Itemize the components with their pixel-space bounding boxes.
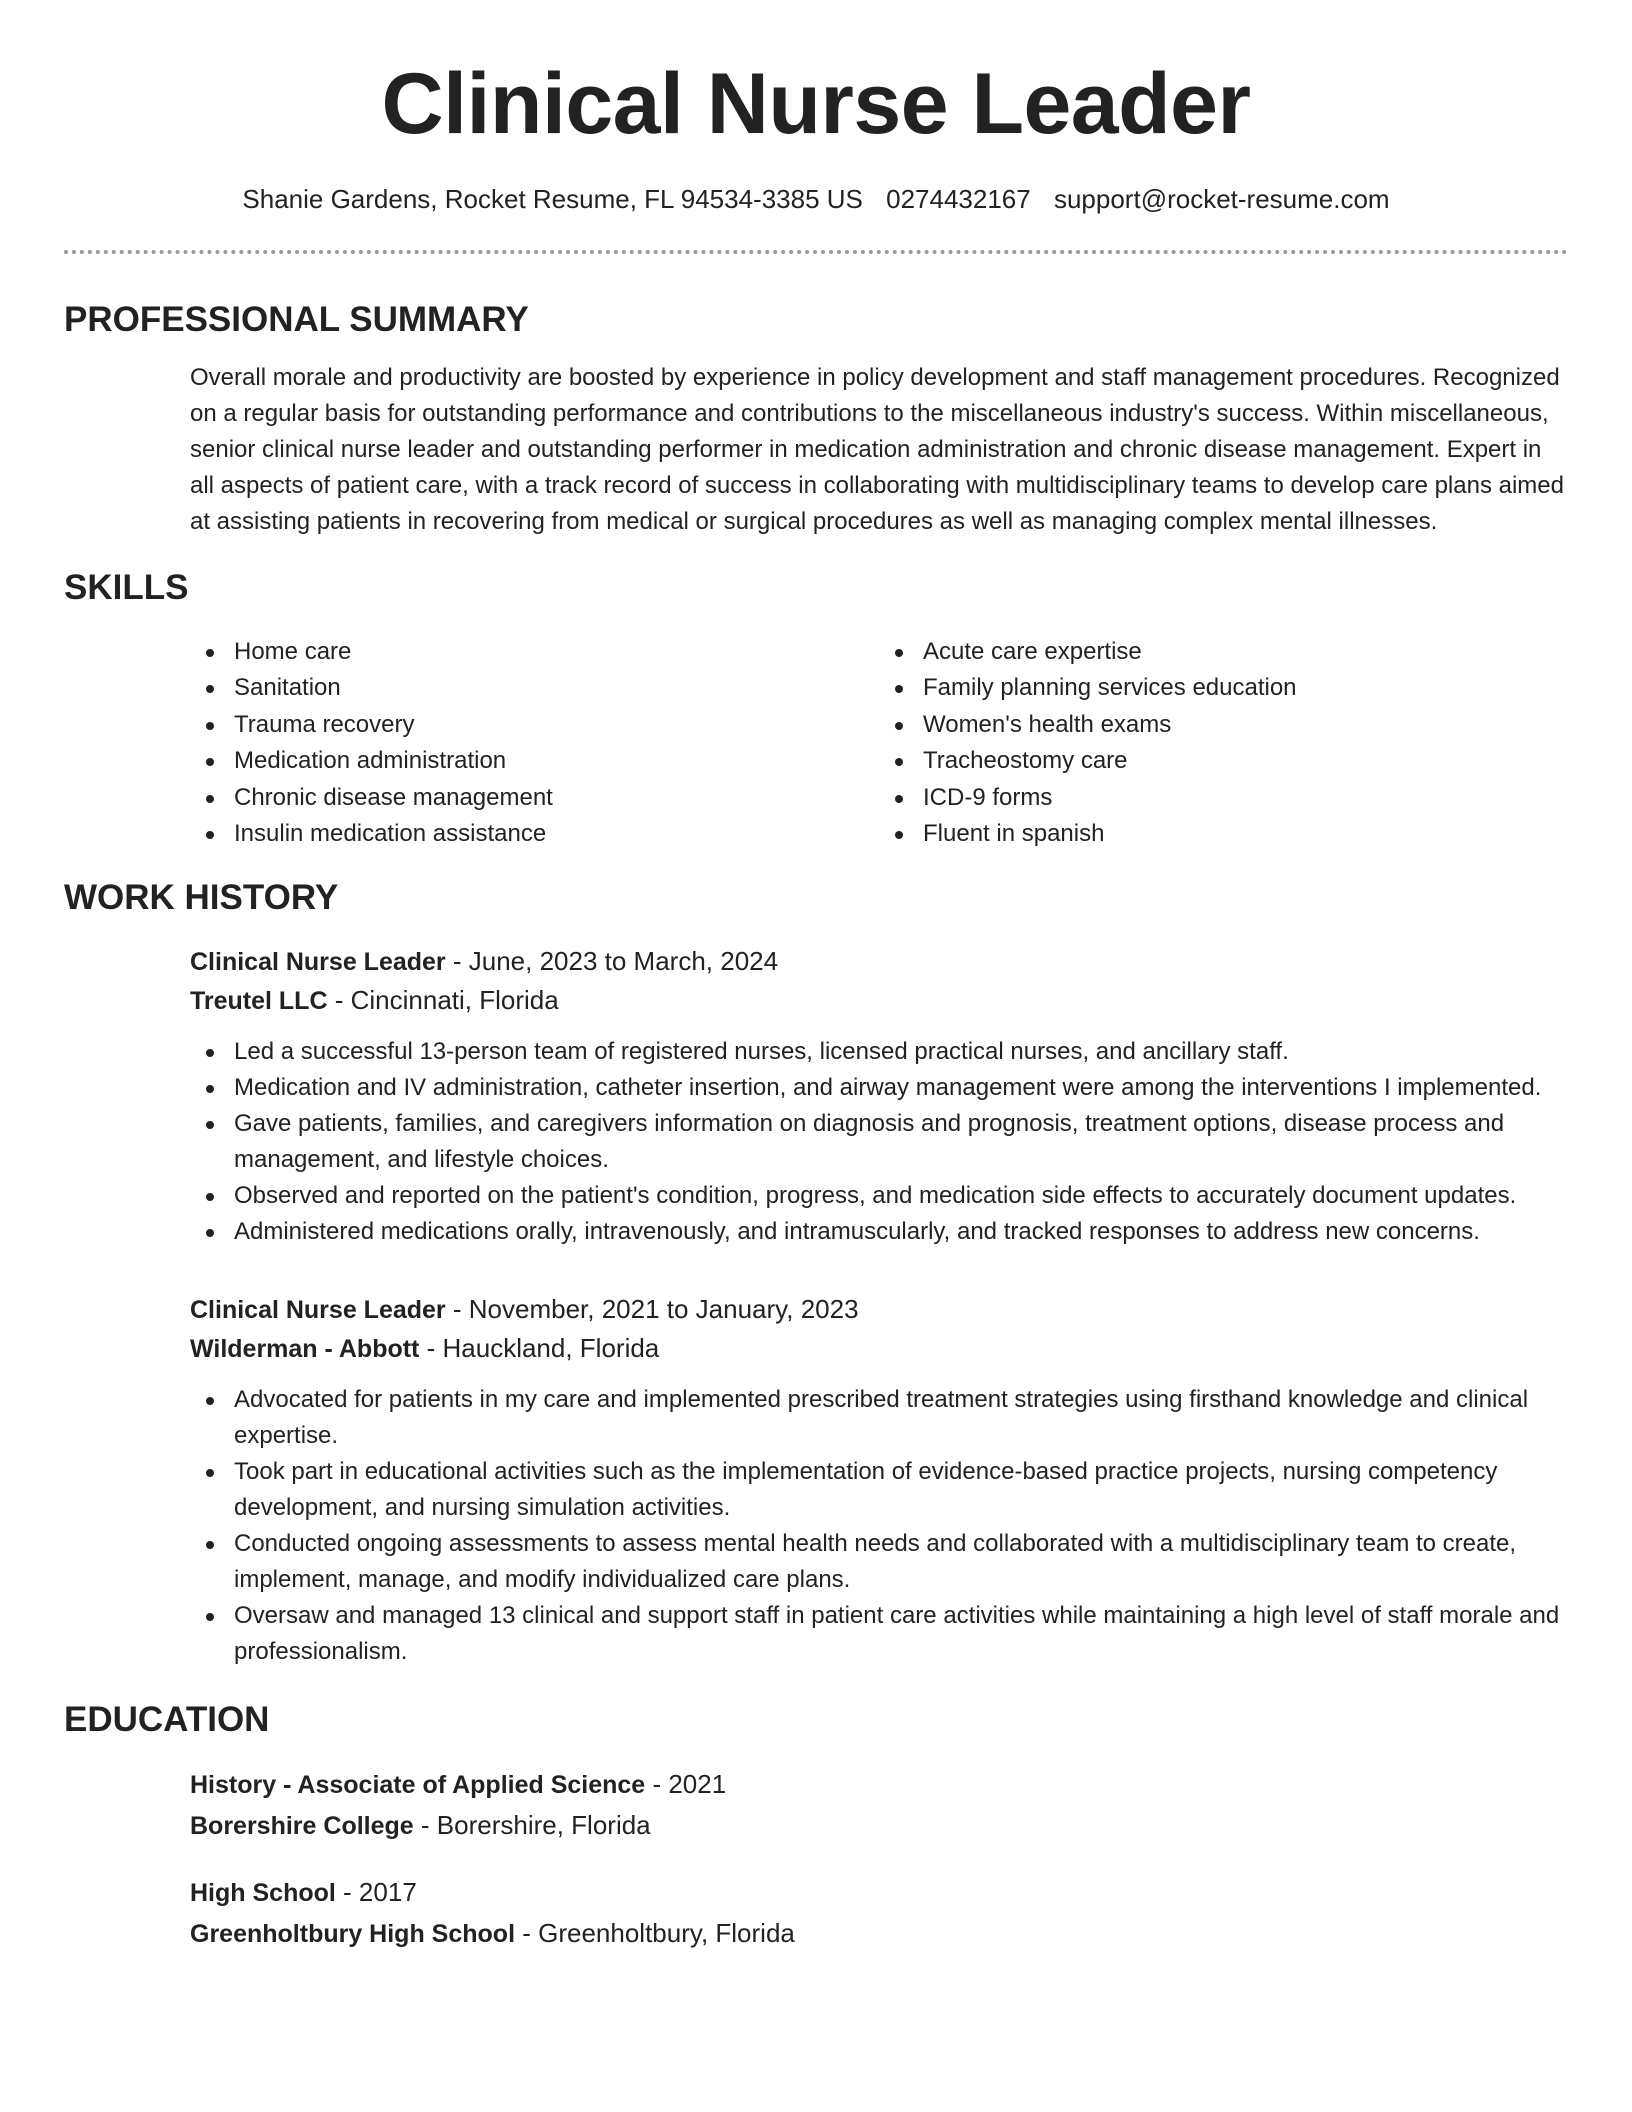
contact-phone: 0274432167 [886,184,1031,214]
summary-section [64,360,1568,540]
job-duty: Oversaw and managed 13 clinical and support staff in patient care activities while maintaining a high level of staff morale and professionalism. [234,1598,1568,1670]
job-title: Clinical Nurse Leader [190,948,446,977]
job-duty: Led a successful 13-person team of registered nurses, licensed practical nurses, and ancillary staff. [234,1034,1568,1070]
job-entry [190,1290,1568,1670]
job-title: Clinical Nurse Leader [190,1296,446,1325]
skills-section [64,634,1568,852]
job-duty: Conducted ongoing assessments to assess mental health needs and collaborated with a multidisciplinary team to create, implement, manage, and modify individualized care plans. [234,1526,1568,1598]
skill-item: Fluent in spanish [923,816,1568,852]
education-year: - 2017 [335,1877,417,1908]
skill-item: Trauma recovery [234,707,879,743]
education-school-line [190,1805,1568,1846]
job-title-line [190,942,1568,981]
work-section [64,942,1568,1670]
job-dates: - November, 2021 to January, 2023 [445,1294,859,1325]
education-section [64,1764,1568,1954]
job-duties [190,1382,1568,1670]
skill-item: Chronic disease management [234,780,879,816]
education-degree-line [190,1764,1568,1805]
summary-text: Overall morale and productivity are boosted by experience in policy development and staff management procedures. Recognized on a regular basis for outstanding performance and contributions to the miscellaneous industry's success. Within miscellaneous, senior clinical nurse leader and outstanding performer in medication administration and chronic disease management. Expert in all aspects of patient care, with a track record of success in collaborating with multidisciplinary teams to develop care plans aimed at assisting patients in recovering from medical or surgical procedures as well as managing complex mental illnesses. [190,364,1564,535]
education-entry [190,1872,1568,1954]
summary-heading: PROFESSIONAL SUMMARY [64,300,529,339]
skill-item: Family planning services education [923,670,1568,706]
skill-item: Sanitation [234,670,879,706]
job-duty: Medication and IV administration, catheter insertion, and airway management were among the interventions I implemented. [234,1070,1568,1106]
education-location: - Greenholtbury, Florida [515,1918,795,1949]
job-company-line [190,1329,1568,1368]
job-company: Wilderman - Abbott [190,1335,420,1364]
work-heading: WORK HISTORY [64,878,339,918]
contact-address: Shanie Gardens, Rocket Resume, FL 94534-3385 US [242,184,863,214]
job-dates: - June, 2023 to March, 2024 [445,946,779,977]
job-title-line [190,1290,1568,1329]
job-duty: Administered medications orally, intravenously, and intramuscularly, and tracked responses to address new concerns. [234,1214,1568,1250]
education-school: Greenholtbury High School [190,1920,516,1949]
education-year: - 2021 [645,1769,727,1800]
job-company: Treutel LLC [190,987,328,1016]
education-degree: History - Associate of Applied Science [190,1771,646,1800]
skill-item: Medication administration [234,743,879,779]
education-heading: EDUCATION [64,1700,270,1740]
job-entry [190,942,1568,1250]
job-duties [190,1034,1568,1250]
job-duty: Advocated for patients in my care and implemented prescribed treatment strategies using firsthand knowledge and clinical expertise. [234,1382,1568,1454]
job-duty: Took part in educational activities such as the implementation of evidence-based practice projects, nursing competency development, and nursing simulation activities. [234,1454,1568,1526]
skill-item: Tracheostomy care [923,743,1568,779]
contact-email: support@rocket-resume.com [1053,184,1390,214]
education-degree-line [190,1872,1568,1913]
job-duty: Observed and reported on the patient's condition, progress, and medication side effects to accurately document updates. [234,1178,1568,1214]
job-company-line [190,981,1568,1020]
contact-line [64,182,1568,216]
skill-item: Women's health exams [923,707,1568,743]
header-divider [64,250,1568,254]
education-degree: High School [190,1879,336,1908]
education-school: Borershire College [190,1812,414,1841]
skill-item: Home care [234,634,879,670]
education-location: - Borershire, Florida [413,1810,651,1841]
skills-heading: SKILLS [64,568,189,607]
job-location: - Hauckland, Florida [419,1333,660,1364]
skill-item: Insulin medication assistance [234,816,879,852]
resume-title: Clinical Nurse Leader [381,56,1251,152]
job-location: - Cincinnati, Florida [327,985,559,1016]
skill-item: Acute care expertise [923,634,1568,670]
job-duty: Gave patients, families, and caregivers information on diagnosis and prognosis, treatment options, disease process and management, and lifestyle choices. [234,1106,1568,1178]
education-entry [190,1764,1568,1846]
skill-item: ICD-9 forms [923,780,1568,816]
skills-list-right [879,634,1568,852]
skills-list-left [190,634,879,852]
education-school-line [190,1913,1568,1954]
